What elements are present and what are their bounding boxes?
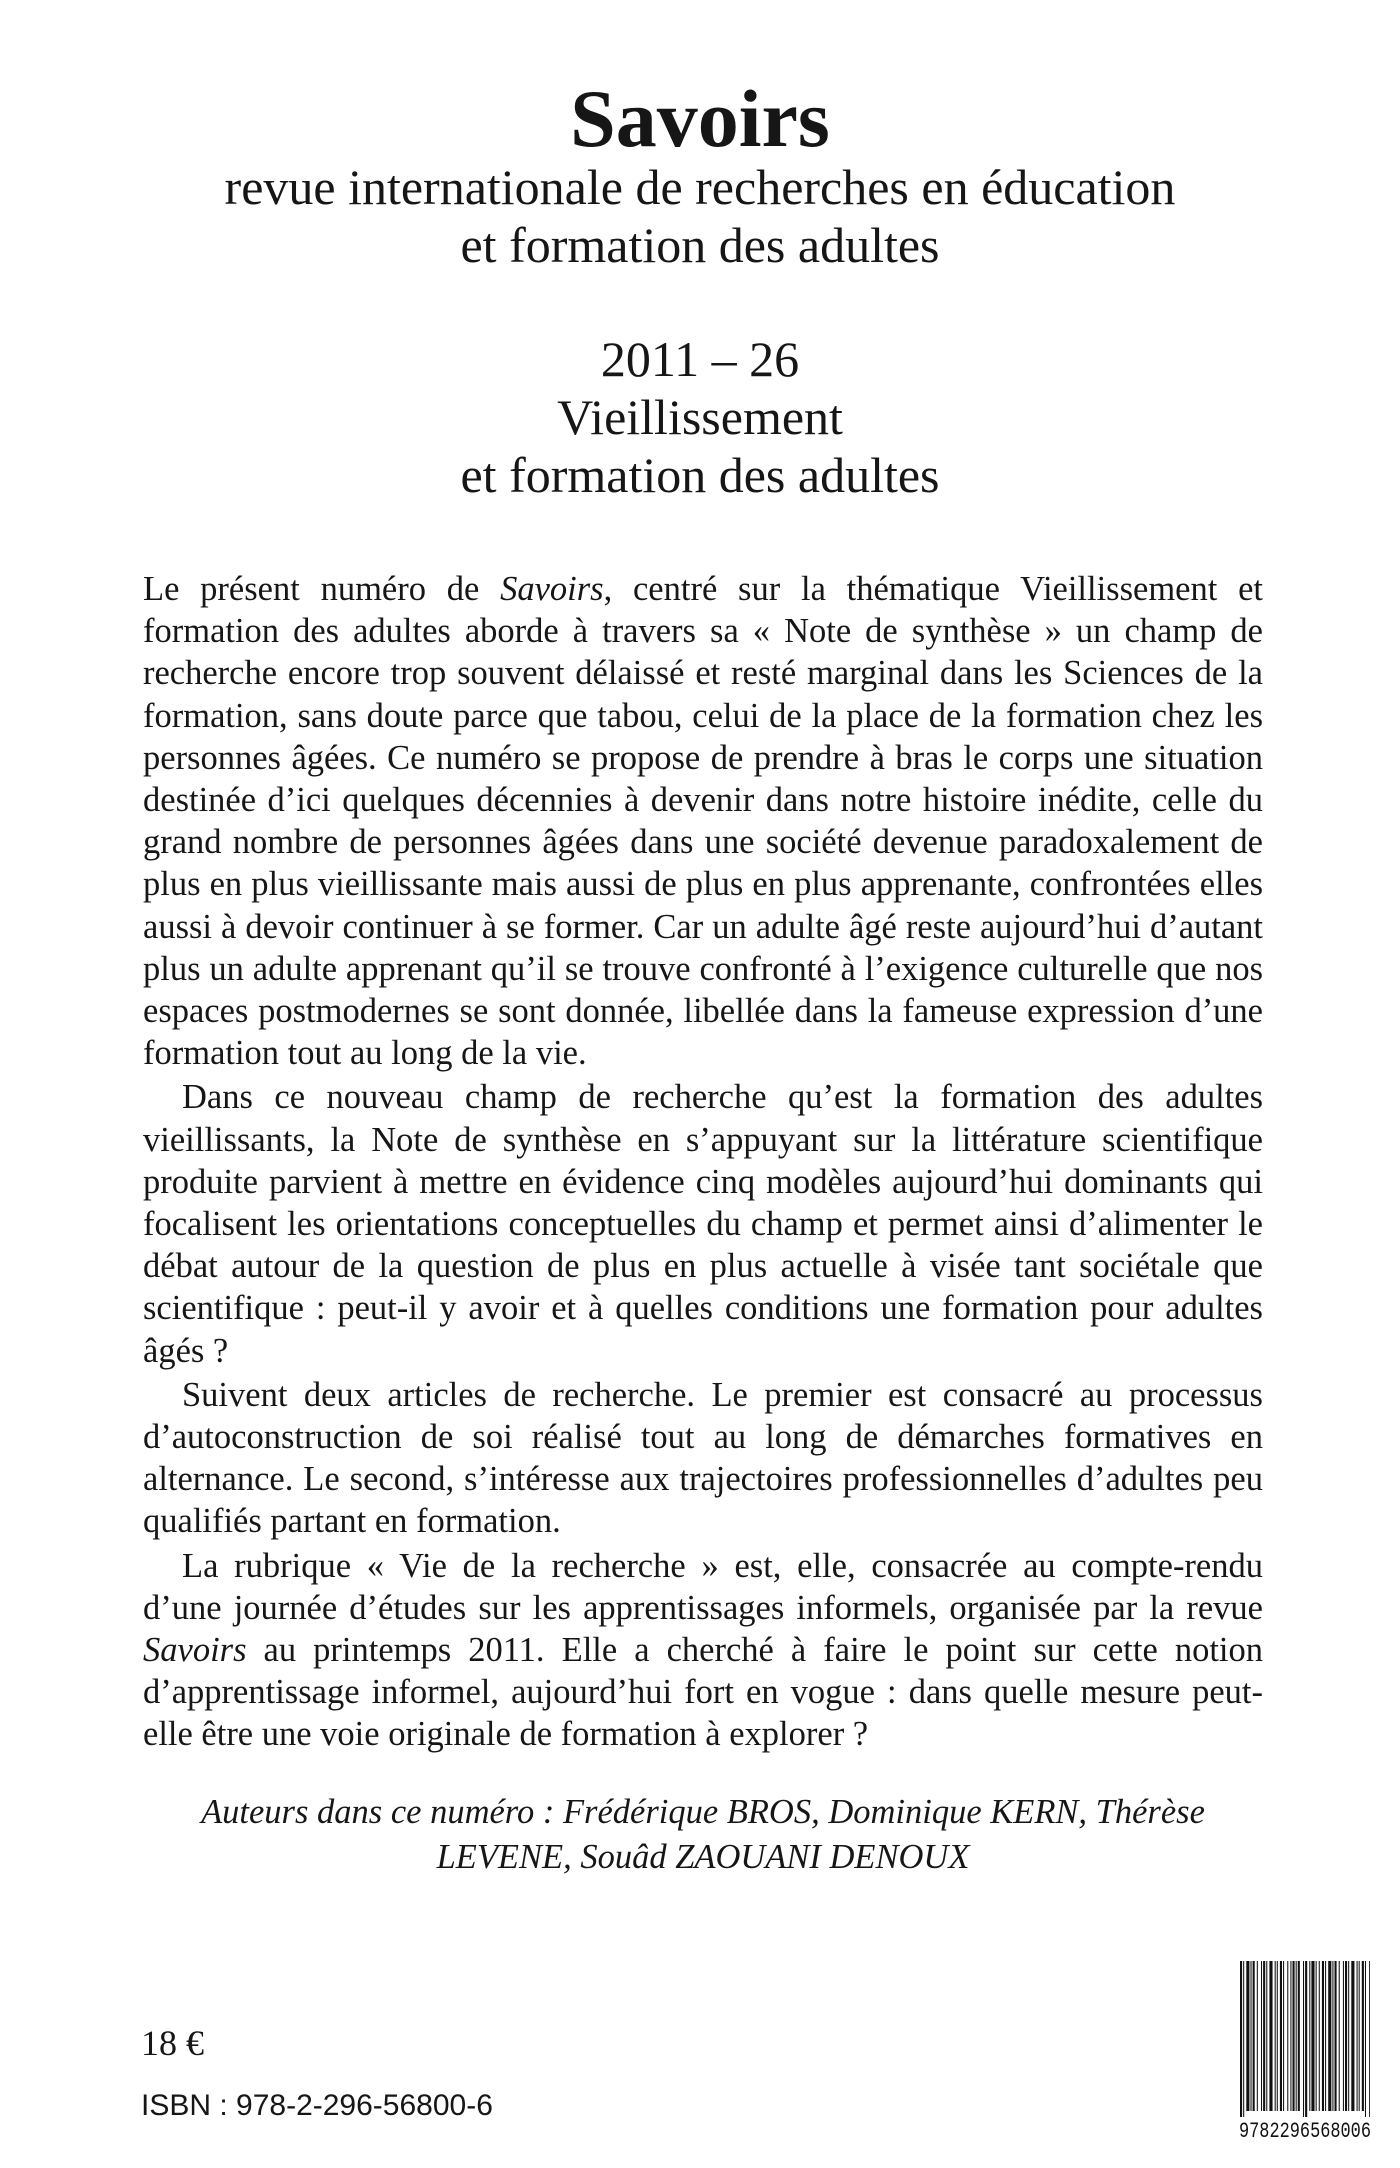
barcode-bar <box>1243 1961 1244 2117</box>
barcode-bar <box>1351 1961 1354 2111</box>
paragraph-2: Dans ce nouveau champ de recherche qu’est la formation des adultes vieillissants, la Note de synthèse en s’appuyant sur la littérature scientifique produite parvient à mettre en évidence cinq modèles aujourd’hui dominants qui focalisent les orientations conceptuelles du champ et permet ainsi d’alimenter le débat autour de la question de plus en plus actuelle à visée tant sociétale que scientifique : peut-il y avoir et à quelles conditions une formation pour adultes âgés ? <box>143 1078 1263 1370</box>
journal-subtitle-line-1: revue internationale de recherches en éducation <box>224 159 1176 215</box>
summary-text <box>143 568 1263 1756</box>
barcode-bar <box>1296 1961 1297 2111</box>
barcode-bar <box>1251 1961 1252 2111</box>
paragraph-1-start: Le présent numéro de <box>143 570 501 608</box>
paragraph-4-rest: au printemps 2011. Elle a cherché à faire le point sur cette notion d’apprentissage informel, aujourd’hui fort en vogue : dans quelle mesure peut-elle être une voie originale de formation à explorer ? <box>143 1631 1263 1754</box>
barcode-bar <box>1263 1961 1265 2111</box>
journal-title: Savoirs <box>570 73 830 164</box>
barcode-bar <box>1328 1961 1331 2111</box>
barcode-bar <box>1362 1961 1364 2111</box>
barcode-bar <box>1290 1961 1291 2111</box>
barcode-bar <box>1266 1961 1267 2111</box>
barcode-bar <box>1359 1961 1360 2111</box>
authors-line-2: LEVENE, Souâd ZAOUANI DENOUX <box>436 1838 970 1876</box>
journal-name-italic: Savoirs <box>143 1631 247 1670</box>
barcode-bar <box>1369 1961 1370 2117</box>
barcode-bar <box>1287 1961 1288 2111</box>
barcode-bar <box>1275 1961 1276 2111</box>
barcode-bar <box>1305 1961 1307 2117</box>
barcode-bar <box>1277 1961 1278 2111</box>
barcode-bar <box>1257 1961 1258 2111</box>
barcode-bar <box>1319 1961 1320 2111</box>
barcode-bar <box>1325 1961 1326 2111</box>
paragraph-4 <box>143 1545 1263 1756</box>
paragraph-3: Suivent deux articles de recherche. Le premier est consacré au processus d’autoconstruction de soi réalisé tout au long de démarches formatives en alternance. Le second, s’intéresse aux trajectoires professionnelles d’adultes peu qualifiés partant en formation. <box>143 1375 1263 1541</box>
barcode-bar <box>1269 1961 1272 2111</box>
theme-line-2: et formation des adultes <box>460 447 940 503</box>
barcode-bar <box>1357 1961 1358 2111</box>
barcode-bars <box>1240 1961 1370 2117</box>
authors-line-1: Auteurs dans ce numéro : Frédérique BROS, Dominique KERN, Thérèse <box>201 1793 1205 1831</box>
issue-number: 2011 – 26 <box>600 331 800 387</box>
barcode-bar <box>1240 1961 1242 2117</box>
barcode-bar <box>1280 1961 1282 2111</box>
barcode-bar <box>1322 1961 1324 2111</box>
paragraph-4-start: La rubrique « Vie de la recherche » est, elle, consacrée au compte-rendu d’une journée d’études sur les apprentissages informels, organisée par la revue <box>143 1546 1263 1627</box>
barcode-bar <box>1335 1961 1337 2111</box>
journal-name-italic: Savoirs <box>500 570 604 608</box>
paragraph-1-rest: , centré sur la thématique Vieillissement et formation des adultes aborde à travers sa « Note de synthèse » un champ de recherche encore trop souvent délaissé et resté marginal dans les Sciences de la formation, sans doute parce que tabou, celui de la place de la formation chez les personnes âgées. Ce numéro se propose de prendre à bras le corps une situation destinée d’ici quelques décennies à devenir dans notre histoire inédite, celle du grand nombre de personnes âgées dans une société devenue paradoxalement de plus en plus vieillissante mais aussi de plus en plus apprenante, confrontées elles aussi à devoir continuer à se former. Car un adulte âgé reste aujourd’hui d’autant plus un adulte apprenant qu’il se trouve confronté à l’exigence culturelle que nos espaces postmodernes se sont donnée, libellée dans la fameuse expression d’une formation tout au long de la vie. <box>143 570 1264 1073</box>
authors-credit <box>143 1790 1263 1880</box>
isbn: ISBN : 978-2-296-56800-6 <box>141 2089 493 2122</box>
barcode-bar <box>1348 1961 1349 2111</box>
barcode-bar <box>1316 1961 1317 2111</box>
barcode-bar <box>1339 1961 1340 2111</box>
barcode-bar <box>1298 1961 1300 2111</box>
barcode-bar <box>1345 1961 1347 2111</box>
barcode-bar <box>1283 1961 1284 2111</box>
price: 18 € <box>141 2023 204 2063</box>
barcode-bar <box>1309 1961 1310 2111</box>
barcode-bar <box>1246 1961 1249 2111</box>
barcode-bar <box>1293 1961 1295 2111</box>
barcode-bar <box>1253 1961 1255 2111</box>
barcode-bar <box>1311 1961 1314 2111</box>
barcode-digits: 9782296568006 <box>1239 2119 1371 2144</box>
journal-subtitle-line-2: et formation des adultes <box>460 217 940 273</box>
barcode-bar <box>1332 1961 1333 2111</box>
theme-line-1: Vieillissement <box>557 389 843 445</box>
barcode <box>1237 1959 1373 2142</box>
barcode-bar <box>1303 1961 1304 2117</box>
paragraph-1 <box>143 568 1263 1074</box>
barcode-bar <box>1365 1961 1366 2117</box>
barcode-bar <box>1343 1961 1344 2111</box>
barcode-bar <box>1261 1961 1262 2111</box>
